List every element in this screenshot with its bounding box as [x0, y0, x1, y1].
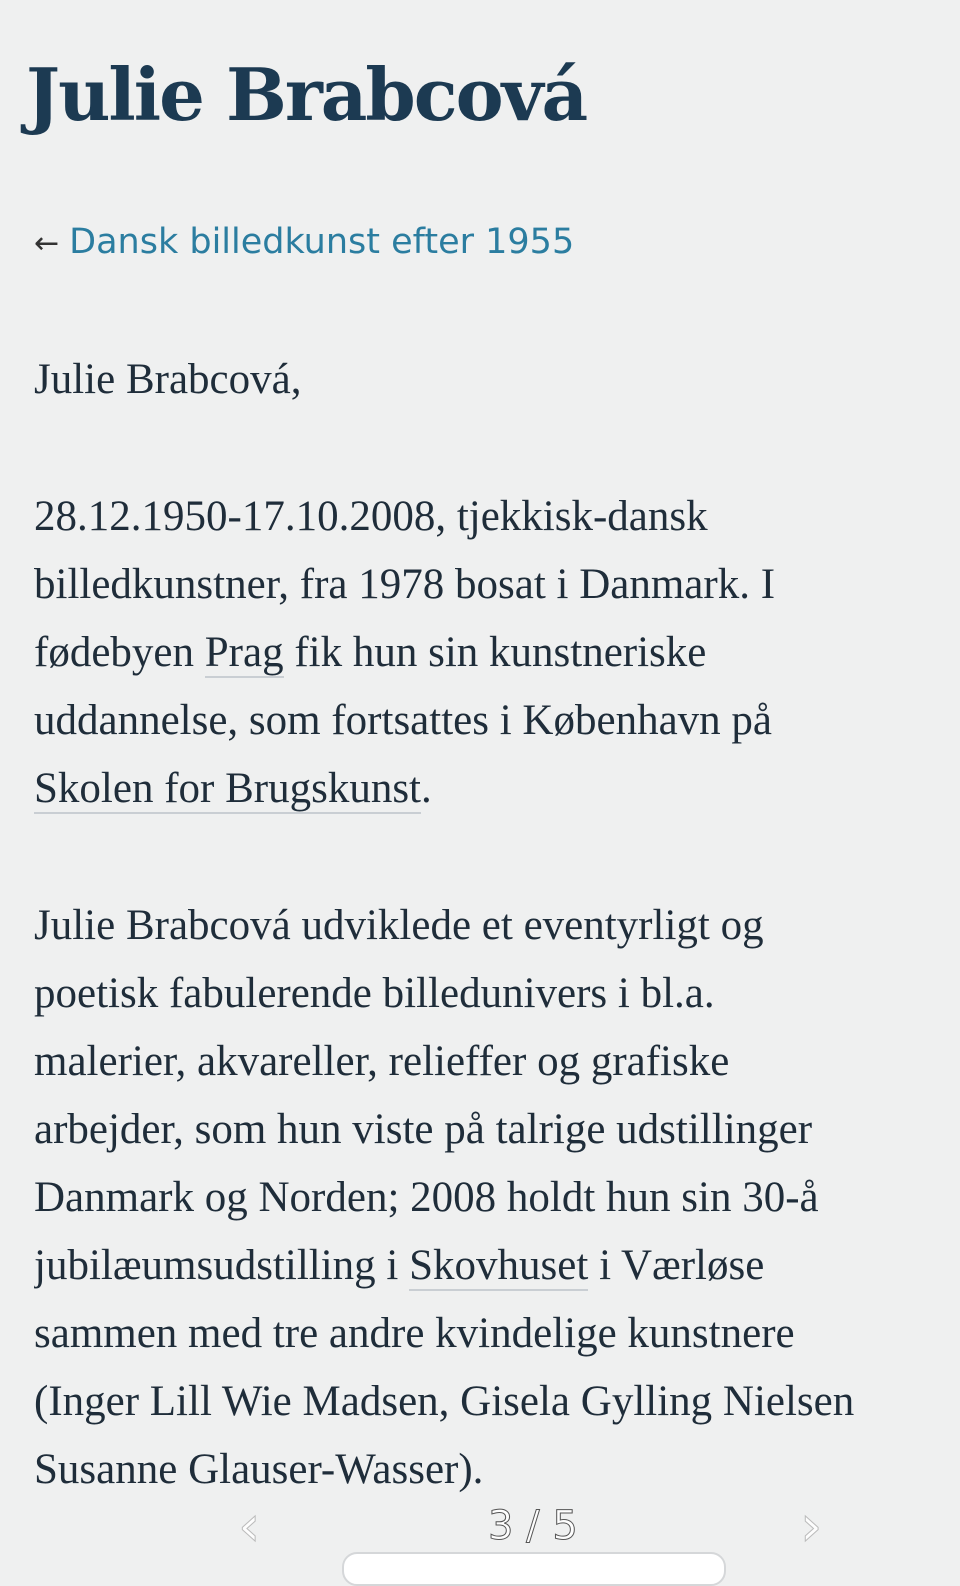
intro-text: Julie Brabcová,: [34, 356, 302, 403]
text-line: uddannelse, som fortsattes i København på: [34, 697, 772, 744]
text-segment: fødebyen: [34, 629, 205, 676]
text-line: malerier, akvareller, relieffer og grafiske: [34, 1038, 730, 1085]
home-indicator[interactable]: [342, 1552, 726, 1586]
text-line: Susanne Glauser-Wasser).: [34, 1446, 484, 1493]
text-line: Julie Brabcová udviklede et eventyrligt og: [34, 902, 764, 949]
inline-link[interactable]: Prag: [204, 629, 284, 676]
biography-paragraph-1: [34, 483, 960, 823]
text-line: arbejder, som hun viste på talrige udstillinger: [34, 1106, 813, 1153]
next-slide-chevron-icon[interactable]: ›: [800, 1494, 823, 1559]
back-link[interactable]: [34, 222, 574, 262]
page-title: Julie Brabcová: [26, 52, 587, 137]
slide-counter: 3 / 5: [488, 1503, 578, 1549]
text-line: poetisk fabulerende billedunivers i bl.a.: [34, 970, 715, 1017]
text-line: [34, 1232, 960, 1300]
inline-link[interactable]: Skovhuset: [409, 1242, 589, 1289]
text-line: billedkunstner, fra 1978 bosat i Danmark. I: [34, 561, 776, 608]
text-segment: .: [421, 765, 432, 812]
text-line: Danmark og Norden; 2008 holdt hun sin 30-å: [34, 1174, 819, 1221]
text-segment: jubilæumsudstilling i: [34, 1242, 410, 1289]
text-segment: fik hun sin kunstneriske: [283, 629, 707, 676]
previous-slide-chevron-icon[interactable]: ‹: [238, 1494, 261, 1559]
back-link-label: Dansk billedkunst efter 1955: [69, 222, 575, 262]
text-line: [34, 619, 960, 687]
text-line: sammen med tre andre kvindelige kunstnere: [34, 1310, 795, 1357]
text-line: (Inger Lill Wie Madsen, Gisela Gylling Nielsen: [34, 1378, 855, 1425]
text-segment: i Værløse: [588, 1242, 765, 1289]
text-line: [34, 755, 960, 823]
intro-paragraph: [34, 346, 960, 414]
text-line: 28.12.1950-17.10.2008, tjekkisk-dansk: [34, 493, 708, 540]
inline-link[interactable]: Skolen for Brugskunst: [34, 765, 421, 812]
arrow-left-icon: ←: [34, 226, 60, 261]
biography-paragraph-2: [34, 892, 960, 1504]
